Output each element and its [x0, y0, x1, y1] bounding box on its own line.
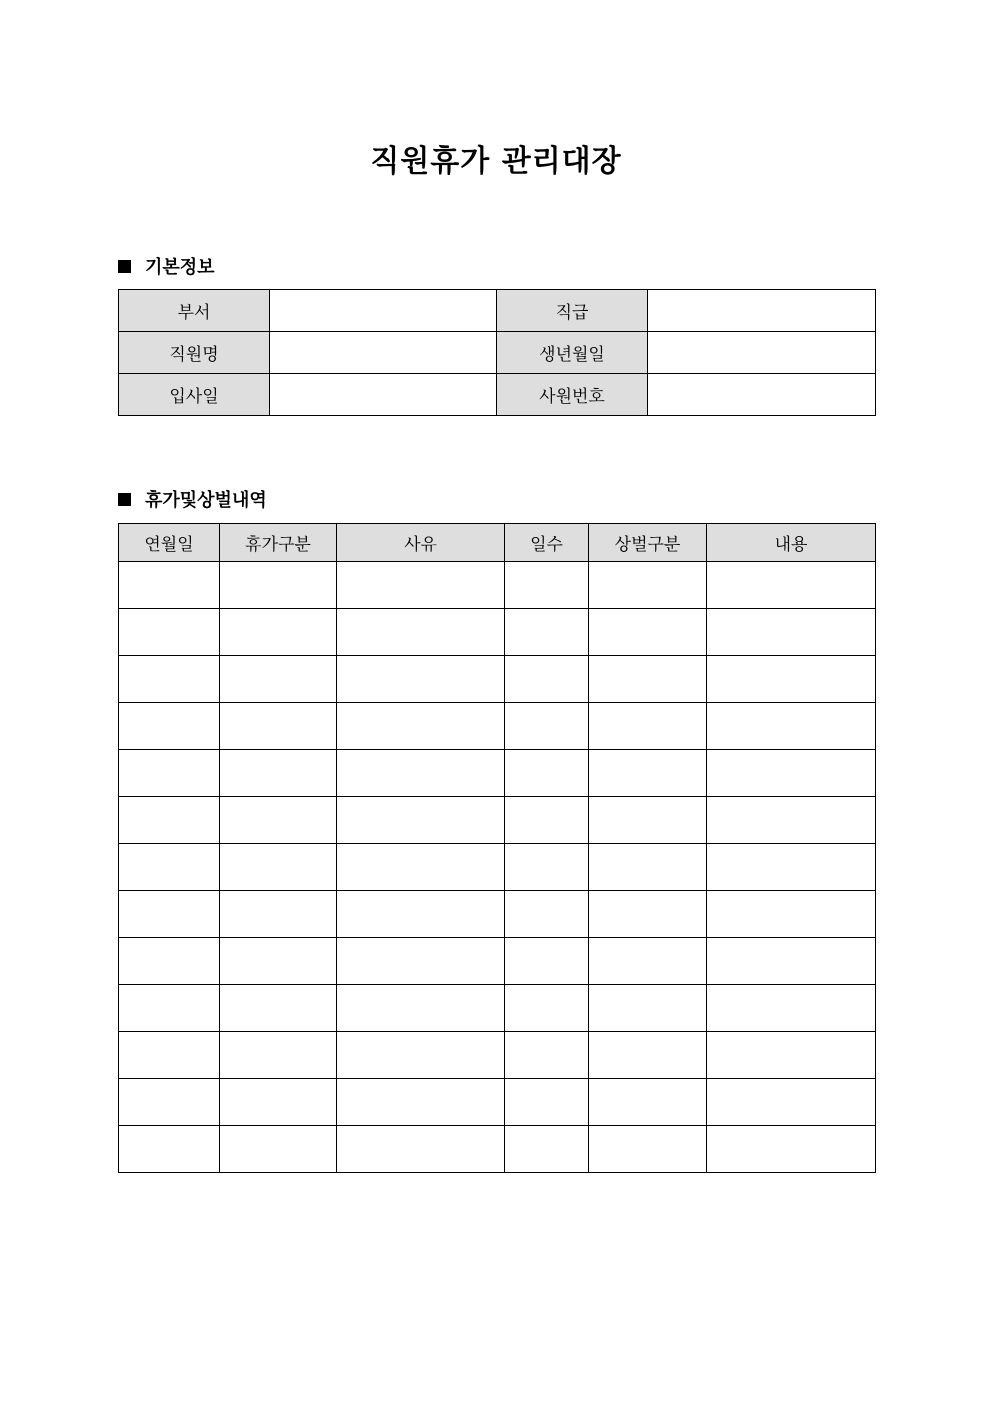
basic-info-table	[118, 289, 876, 416]
cell-days[interactable]	[505, 1032, 589, 1079]
cell-details[interactable]	[707, 1032, 876, 1079]
table-row	[119, 562, 876, 609]
cell-reward-type[interactable]	[589, 797, 707, 844]
cell-reward-type[interactable]	[589, 656, 707, 703]
cell-days[interactable]	[505, 1079, 589, 1126]
cell-date[interactable]	[119, 797, 220, 844]
label-department: 부서	[119, 290, 270, 332]
cell-date[interactable]	[119, 656, 220, 703]
page-title: 직원휴가 관리대장	[370, 144, 622, 179]
cell-leave-type[interactable]	[220, 1032, 337, 1079]
leave-header-row	[119, 524, 876, 562]
leave-records-heading	[118, 486, 267, 512]
cell-date[interactable]	[119, 1079, 220, 1126]
cell-days[interactable]	[505, 609, 589, 656]
cell-reward-type[interactable]	[589, 985, 707, 1032]
value-employee-name[interactable]	[270, 332, 497, 374]
cell-leave-type[interactable]	[220, 750, 337, 797]
cell-days[interactable]	[505, 891, 589, 938]
cell-days[interactable]	[505, 750, 589, 797]
cell-reason[interactable]	[337, 844, 505, 891]
basic-info-row	[119, 374, 876, 416]
cell-reward-type[interactable]	[589, 609, 707, 656]
cell-leave-type[interactable]	[220, 1126, 337, 1173]
cell-details[interactable]	[707, 1126, 876, 1173]
label-birthdate: 생년월일	[497, 332, 648, 374]
cell-reward-type[interactable]	[589, 703, 707, 750]
square-bullet-icon	[118, 493, 131, 506]
column-header-leave-type: 휴가구분	[220, 524, 337, 562]
cell-date[interactable]	[119, 1126, 220, 1173]
cell-days[interactable]	[505, 703, 589, 750]
cell-days[interactable]	[505, 985, 589, 1032]
cell-leave-type[interactable]	[220, 562, 337, 609]
table-row	[119, 1032, 876, 1079]
cell-reason[interactable]	[337, 656, 505, 703]
column-header-days: 일수	[505, 524, 589, 562]
cell-reward-type[interactable]	[589, 562, 707, 609]
cell-reason[interactable]	[337, 1126, 505, 1173]
cell-details[interactable]	[707, 797, 876, 844]
cell-reason[interactable]	[337, 1032, 505, 1079]
cell-date[interactable]	[119, 844, 220, 891]
value-birthdate[interactable]	[648, 332, 876, 374]
cell-details[interactable]	[707, 656, 876, 703]
cell-reason[interactable]	[337, 797, 505, 844]
table-row	[119, 1126, 876, 1173]
cell-date[interactable]	[119, 1032, 220, 1079]
basic-info-row	[119, 332, 876, 374]
cell-reason[interactable]	[337, 1079, 505, 1126]
cell-reason[interactable]	[337, 985, 505, 1032]
label-position: 직급	[497, 290, 648, 332]
cell-date[interactable]	[119, 891, 220, 938]
cell-reward-type[interactable]	[589, 938, 707, 985]
leave-records-heading-label: 휴가및상벌내역	[145, 490, 267, 511]
column-header-details: 내용	[707, 524, 876, 562]
cell-reward-type[interactable]	[589, 750, 707, 797]
cell-leave-type[interactable]	[220, 891, 337, 938]
cell-date[interactable]	[119, 562, 220, 609]
cell-reward-type[interactable]	[589, 1079, 707, 1126]
table-row	[119, 703, 876, 750]
table-row	[119, 656, 876, 703]
basic-info-heading-label: 기본정보	[145, 257, 215, 278]
cell-leave-type[interactable]	[220, 985, 337, 1032]
value-hire-date[interactable]	[270, 374, 497, 416]
cell-details[interactable]	[707, 750, 876, 797]
table-row	[119, 844, 876, 891]
cell-reward-type[interactable]	[589, 1126, 707, 1173]
cell-reward-type[interactable]	[589, 1032, 707, 1079]
cell-details[interactable]	[707, 938, 876, 985]
cell-leave-type[interactable]	[220, 797, 337, 844]
value-employee-number[interactable]	[648, 374, 876, 416]
cell-leave-type[interactable]	[220, 656, 337, 703]
cell-date[interactable]	[119, 703, 220, 750]
table-row	[119, 750, 876, 797]
column-header-reason: 사유	[337, 524, 505, 562]
cell-reward-type[interactable]	[589, 891, 707, 938]
label-employee-number: 사원번호	[497, 374, 648, 416]
table-row	[119, 797, 876, 844]
cell-days[interactable]	[505, 562, 589, 609]
cell-details[interactable]	[707, 562, 876, 609]
cell-date[interactable]	[119, 985, 220, 1032]
cell-days[interactable]	[505, 656, 589, 703]
cell-reason[interactable]	[337, 609, 505, 656]
leave-records-table	[118, 523, 876, 1173]
cell-reward-type[interactable]	[589, 844, 707, 891]
cell-details[interactable]	[707, 985, 876, 1032]
table-row	[119, 1079, 876, 1126]
cell-details[interactable]	[707, 844, 876, 891]
label-employee-name: 직원명	[119, 332, 270, 374]
table-row	[119, 985, 876, 1032]
cell-details[interactable]	[707, 1079, 876, 1126]
value-position[interactable]	[648, 290, 876, 332]
cell-leave-type[interactable]	[220, 1079, 337, 1126]
cell-leave-type[interactable]	[220, 703, 337, 750]
cell-reason[interactable]	[337, 562, 505, 609]
cell-reason[interactable]	[337, 703, 505, 750]
cell-days[interactable]	[505, 797, 589, 844]
square-bullet-icon	[118, 260, 131, 273]
table-row	[119, 938, 876, 985]
cell-details[interactable]	[707, 891, 876, 938]
basic-info-row	[119, 290, 876, 332]
cell-reason[interactable]	[337, 891, 505, 938]
cell-leave-type[interactable]	[220, 609, 337, 656]
cell-days[interactable]	[505, 844, 589, 891]
basic-info-heading	[118, 253, 215, 279]
cell-date[interactable]	[119, 938, 220, 985]
cell-date[interactable]	[119, 609, 220, 656]
cell-leave-type[interactable]	[220, 938, 337, 985]
label-hire-date: 입사일	[119, 374, 270, 416]
cell-days[interactable]	[505, 1126, 589, 1173]
cell-details[interactable]	[707, 609, 876, 656]
column-header-date: 연월일	[119, 524, 220, 562]
table-row	[119, 609, 876, 656]
leave-records-body	[119, 562, 876, 1173]
cell-details[interactable]	[707, 703, 876, 750]
cell-date[interactable]	[119, 750, 220, 797]
cell-leave-type[interactable]	[220, 844, 337, 891]
value-department[interactable]	[270, 290, 497, 332]
cell-reason[interactable]	[337, 750, 505, 797]
cell-reason[interactable]	[337, 938, 505, 985]
table-row	[119, 891, 876, 938]
cell-days[interactable]	[505, 938, 589, 985]
column-header-reward-type: 상벌구분	[589, 524, 707, 562]
